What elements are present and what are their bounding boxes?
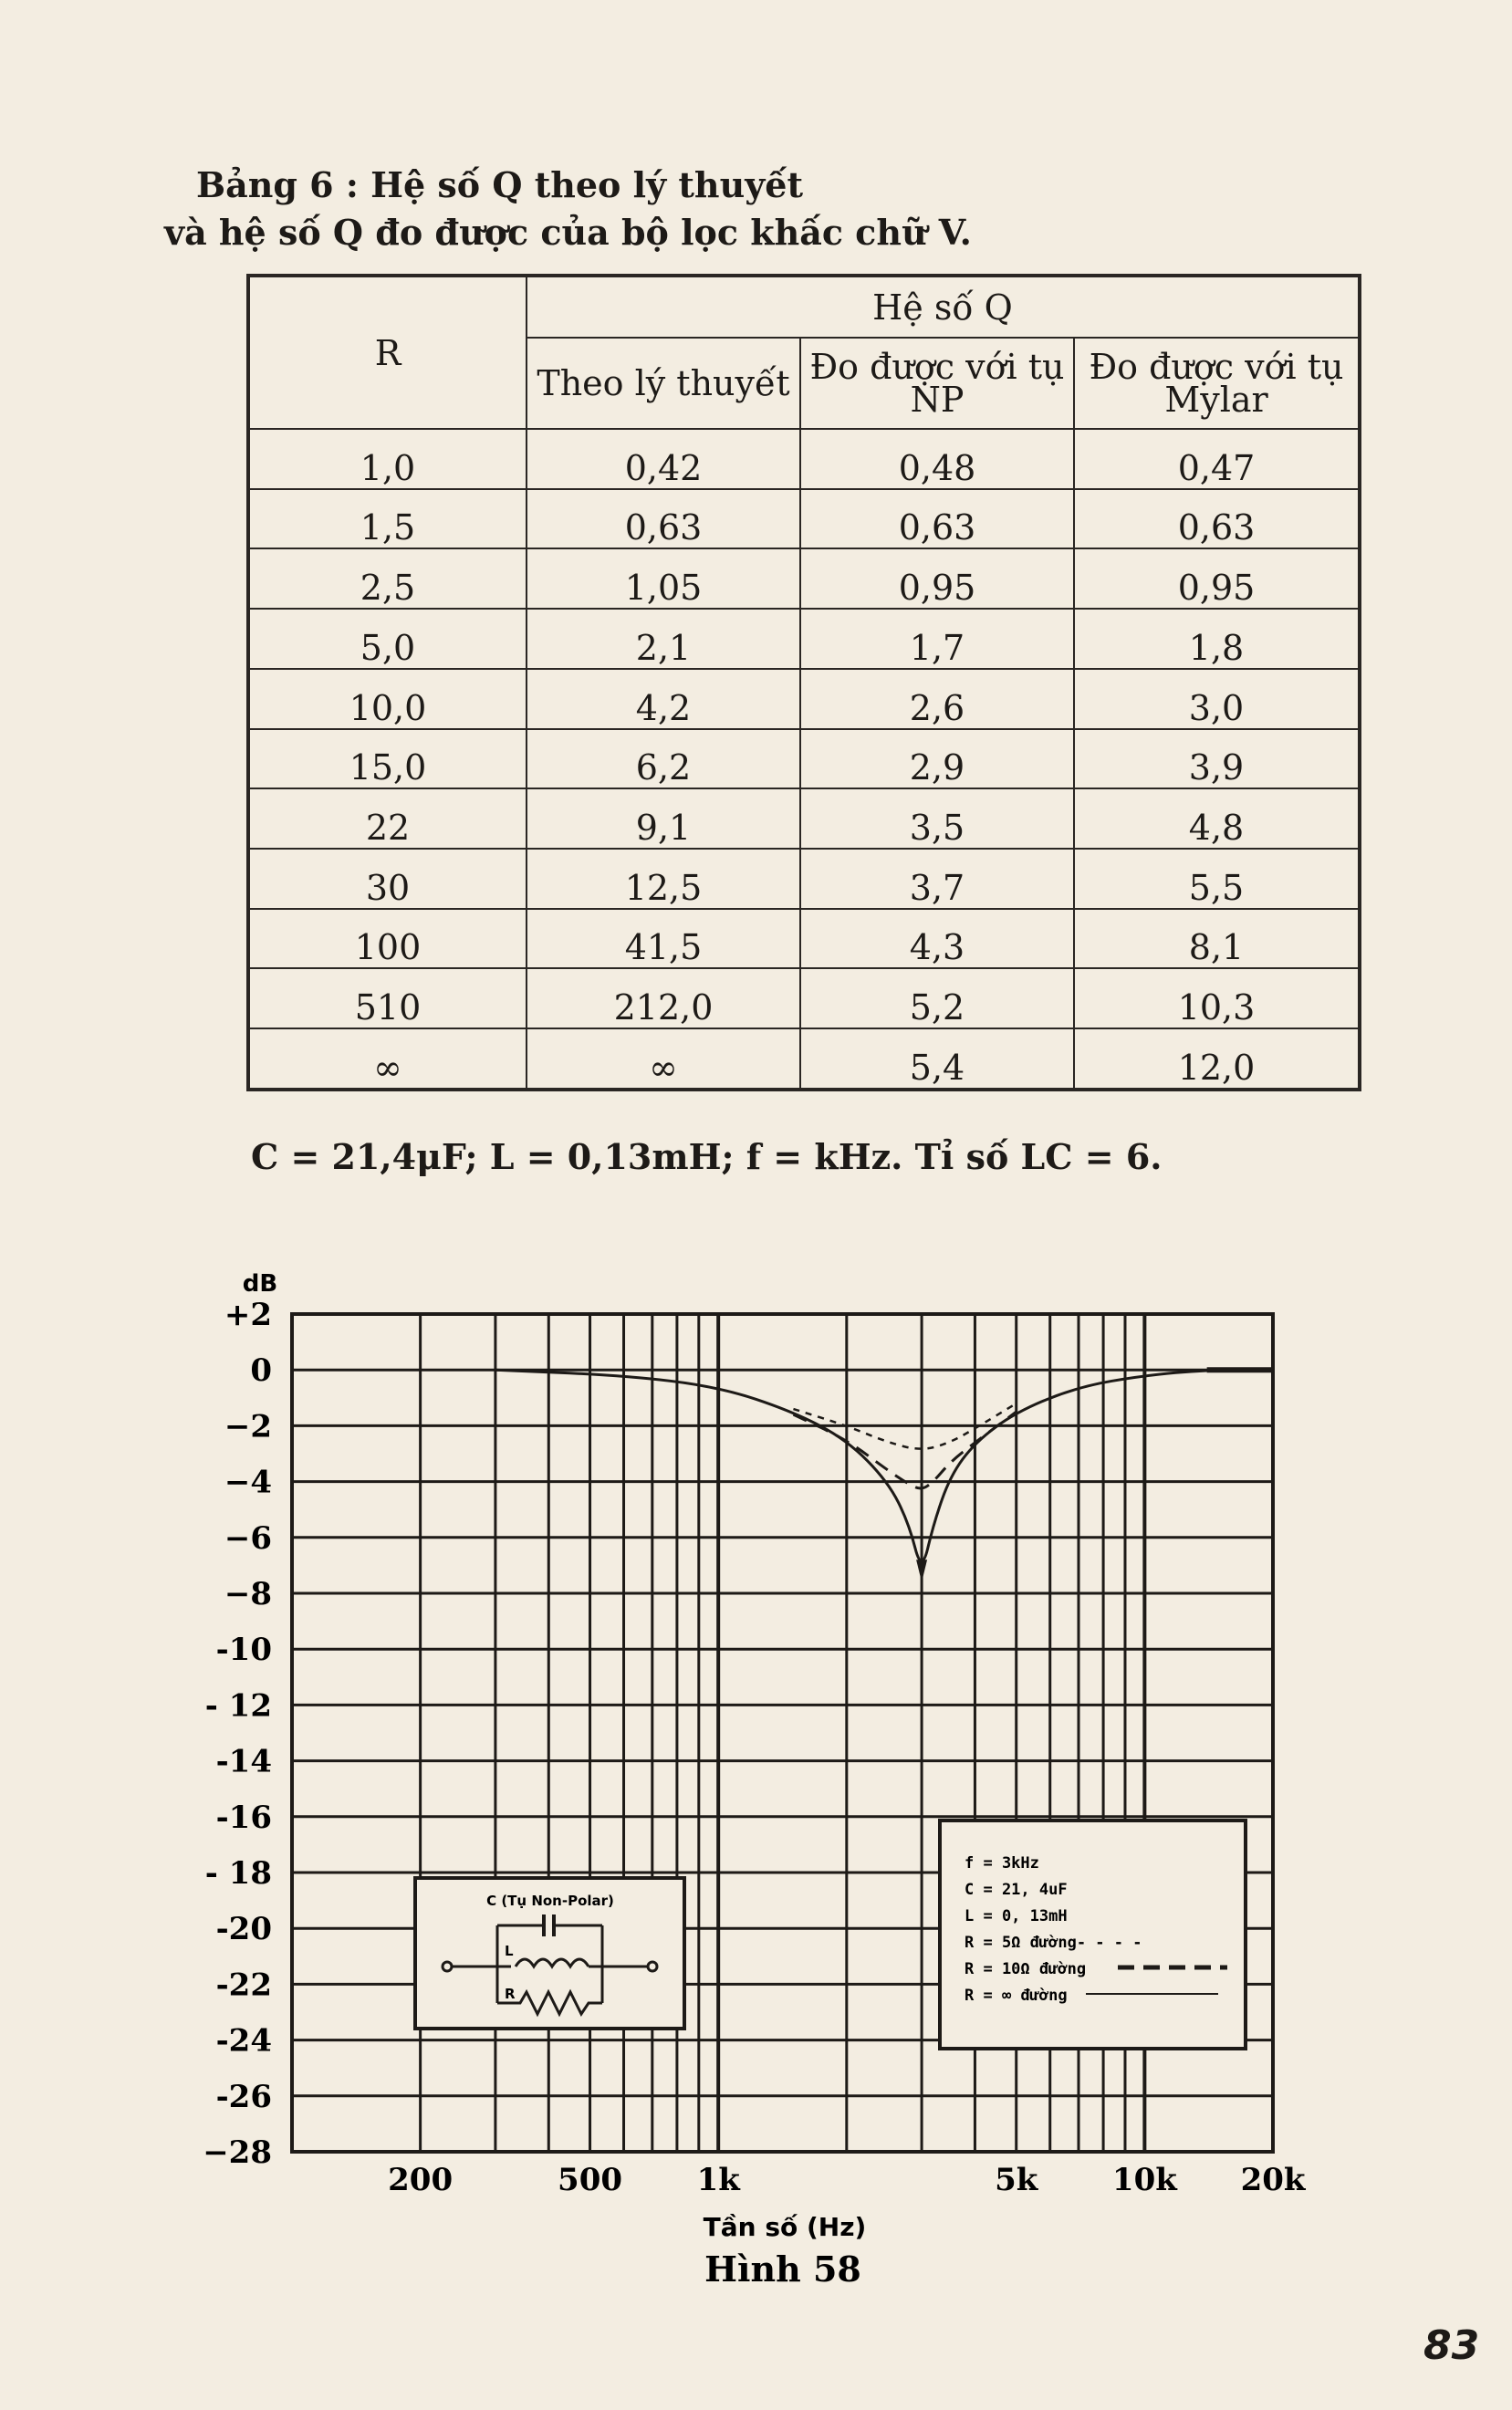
- series-line: [495, 1370, 1273, 1561]
- page-number: 83: [1423, 2322, 1480, 2369]
- header-theoretical: Theo lý thuyết: [527, 338, 800, 429]
- table-cell: 3,5: [800, 788, 1074, 849]
- y-tick-label: −6: [224, 1519, 272, 1557]
- table-caption-line2: và hệ số Q đo được của bộ lọc khấc chữ V.: [164, 212, 972, 253]
- y-tick-label: - 18: [204, 1855, 272, 1892]
- y-tick-label: −8: [224, 1576, 272, 1612]
- table-cell: 1,8: [1074, 609, 1360, 669]
- table-cell: 0,95: [1074, 548, 1360, 609]
- table-cell: 8,1: [1074, 909, 1360, 969]
- x-tick-label: 500: [558, 2162, 623, 2198]
- table-cell: 5,4: [800, 1028, 1074, 1090]
- table-cell: 2,1: [527, 609, 800, 669]
- table-cell: 41,5: [527, 909, 800, 969]
- y-axis-label: dB: [242, 1270, 278, 1298]
- y-tick-label: -10: [215, 1632, 272, 1669]
- x-tick-label: 200: [388, 2162, 454, 2198]
- table-cell: 3,9: [1074, 729, 1360, 789]
- y-tick-label: -14: [215, 1743, 272, 1780]
- table-cell: 5,2: [800, 968, 1074, 1028]
- y-tick-label: 0: [250, 1352, 272, 1390]
- series-lines: [495, 1370, 1273, 1582]
- table-cell: 15,0: [248, 729, 527, 789]
- y-tick-label: -22: [215, 1967, 272, 2004]
- table-cell: 510: [248, 968, 527, 1028]
- header-r: R: [248, 276, 527, 429]
- table-caption-line1: Bảng 6 : Hệ số Q theo lý thuyết: [196, 164, 803, 205]
- y-tick-label: -26: [215, 2078, 272, 2115]
- y-tick-label: +2: [224, 1297, 272, 1333]
- table-cell: 0,47: [1074, 429, 1360, 489]
- y-tick-labels: [203, 1297, 272, 2171]
- table-cell: 1,5: [248, 489, 527, 549]
- table-cell: 2,6: [800, 669, 1074, 729]
- table-cell: 1,0: [248, 429, 527, 489]
- y-tick-label: - 12: [204, 1687, 272, 1725]
- legend: [940, 1821, 1246, 2049]
- y-tick-label: −28: [203, 2134, 272, 2171]
- legend-entry: R = ∞ đường: [965, 1987, 1068, 2005]
- inset-capacitor-label: C (Tụ Non-Polar): [486, 1893, 614, 1909]
- formula-line: C = 21,4μF; L = 0,13mH; f = kHz. Tỉ số LC = 6.: [251, 1136, 1163, 1177]
- table-cell: ∞: [248, 1028, 527, 1090]
- table-cell: 0,95: [800, 548, 1074, 609]
- table-cell: 3,0: [1074, 669, 1360, 729]
- table-cell: 0,63: [800, 489, 1074, 549]
- table-cell: 0,48: [800, 429, 1074, 489]
- legend-entry: C = 21, 4uF: [965, 1881, 1068, 1899]
- header-q-group: Hệ số Q: [527, 276, 1360, 338]
- table-cell: 0,42: [527, 429, 800, 489]
- table-cell: 10,3: [1074, 968, 1360, 1028]
- table-cell: 22: [248, 788, 527, 849]
- legend-entry: R = 5Ω đường- - - -: [965, 1934, 1142, 1952]
- table-cell: 1,7: [800, 609, 1074, 669]
- legend-entry: R = 10Ω đường: [965, 1960, 1087, 1978]
- table-cell: ∞: [527, 1028, 800, 1090]
- y-tick-label: -20: [215, 1911, 272, 1948]
- table-cell: 100: [248, 909, 527, 969]
- notch-marker: [916, 1560, 927, 1581]
- legend-entry: L = 0, 13mH: [965, 1907, 1068, 1925]
- x-tick-label: 20k: [1240, 2162, 1306, 2198]
- x-axis-label: Tần số (Hz): [703, 2212, 867, 2242]
- x-tick-label: 10k: [1111, 2162, 1177, 2198]
- circuit-inset: [415, 1878, 684, 2029]
- y-tick-label: −4: [224, 1464, 272, 1501]
- series-line: [793, 1412, 1016, 1488]
- legend-entry: f = 3kHz: [965, 1854, 1039, 1873]
- table-cell: 10,0: [248, 669, 527, 729]
- table-cell: 6,2: [527, 729, 800, 789]
- table-cell: 4,3: [800, 909, 1074, 969]
- figure-caption: Hình 58: [704, 2248, 861, 2290]
- table-cell: 0,63: [527, 489, 800, 549]
- table-cell: 9,1: [527, 788, 800, 849]
- table-cell: 30: [248, 849, 527, 909]
- table-cell: 5,0: [248, 609, 527, 669]
- header-measured-mylar: Đo được với tụ Mylar: [1074, 338, 1360, 429]
- x-tick-label: 5k: [995, 2162, 1038, 2198]
- table-cell: 4,8: [1074, 788, 1360, 849]
- inset-resistor-label: R: [505, 1986, 516, 2002]
- table-cell: 4,2: [527, 669, 800, 729]
- x-tick-label: 1k: [696, 2162, 740, 2198]
- y-tick-label: -16: [215, 1799, 272, 1836]
- header-measured-np: Đo được với tụ NP: [800, 338, 1074, 429]
- y-tick-label: -24: [215, 2022, 272, 2060]
- table-cell: 212,0: [527, 968, 800, 1028]
- table-cell: 2,9: [800, 729, 1074, 789]
- table-cell: 3,7: [800, 849, 1074, 909]
- inset-inductor-label: L: [505, 1943, 514, 1959]
- table-cell: 12,5: [527, 849, 800, 909]
- table-cell: 5,5: [1074, 849, 1360, 909]
- table-cell: 0,63: [1074, 489, 1360, 549]
- x-tick-labels: [388, 2162, 1307, 2198]
- table-cell: 2,5: [248, 548, 527, 609]
- y-tick-label: −2: [224, 1408, 272, 1445]
- table-cell: 1,05: [527, 548, 800, 609]
- table-cell: 12,0: [1074, 1028, 1360, 1090]
